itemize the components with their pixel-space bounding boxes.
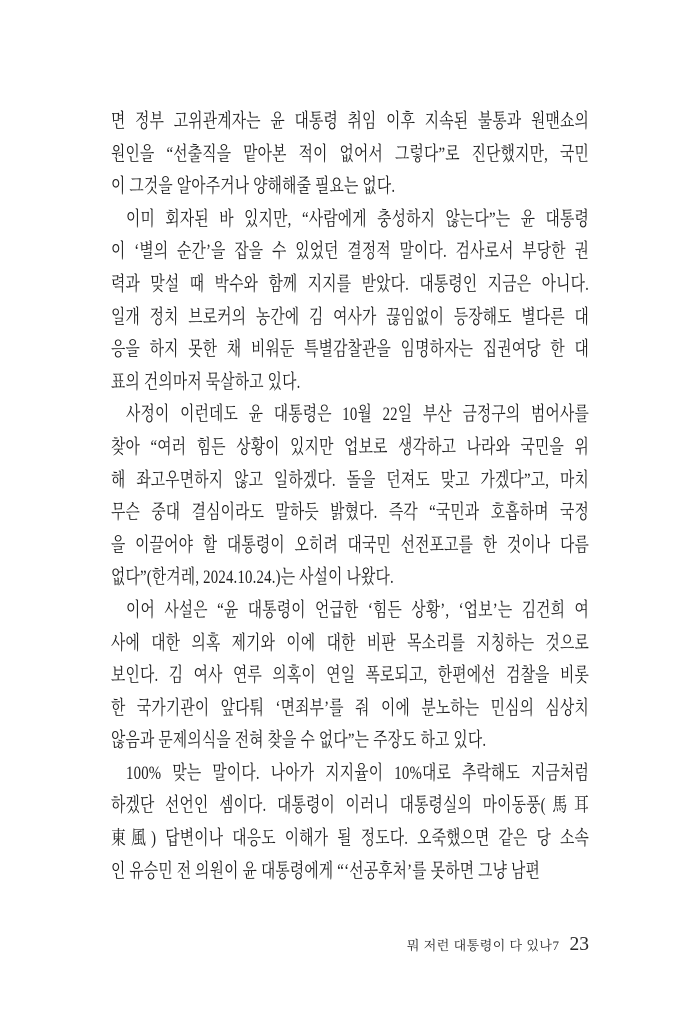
- page-number: 23: [569, 934, 589, 955]
- text-line: 않음과 문제의식을 전혀 찾을 수 없다”는 주장도 하고 있다.: [111, 730, 487, 752]
- text-line: 보인다. 김 여사 연루 의혹이 연일 폭로되고, 한편에선 검찰을 비롯: [111, 665, 589, 687]
- text-line: 사에 대한 의혹 제기와 이에 대한 비판 목소리를 지칭하는 것으로: [111, 633, 589, 654]
- text-line: 이 ‘별의 순간’을 잡을 수 있었던 결정적 말이다. 검사로서 부당한 권: [111, 241, 589, 263]
- text-line: 을 이끌어야 할 대통령이 오히려 대국민 선전포고를 한 것이나 다름: [111, 535, 589, 557]
- text-line: 응을 하지 못한 채 비워둔 특별감찰관을 임명하자는 집권여당 한 대: [111, 339, 589, 361]
- paragraph: [111, 204, 589, 400]
- text-line: 이어 사설은 “윤 대통령이 언급한 ‘힘든 상황’, ‘업보’는 김건희 여: [126, 600, 589, 622]
- text-line: 인 유승민 전 의원이 윤 대통령에게 “‘선공후처’를 못하면 그냥 남편: [111, 861, 540, 882]
- text-line: 사정이 이런데도 윤 대통령은 10월 22일 부산 금정구의 범어사를: [126, 404, 589, 426]
- text-line: 한 국가기관이 앞다퉈 ‘면죄부’를 줘 이에 분노하는 민심의 심상치: [111, 698, 589, 719]
- text-line: 일개 정치 브로커의 농간에 김 여사가 끊임없이 등장해도 별다른 대: [111, 307, 589, 328]
- paragraph: [111, 106, 589, 204]
- text-line: 무슨 중대 결심이라도 말하듯 밝혔다. 즉각 “국민과 호흡하며 국정: [111, 502, 589, 524]
- text-line: 이미 회자된 바 있지만, “사람에게 충성하지 않는다”는 윤 대통령: [126, 209, 589, 231]
- text-line: 면 정부 고위관계자는 윤 대통령 취임 이후 지속된 불통과 원맨쇼의: [111, 111, 589, 133]
- text-line: 하겠단 선언인 셈이다. 대통령이 이러니 대통령실의 마이동풍(馬耳: [111, 795, 589, 817]
- text-line: 100% 맞는 말이다. 나아가 지지율이 10%대로 추락해도 지금처럼: [126, 763, 589, 785]
- text-line: 찾아 “여러 힘든 상황이 있지만 업보로 생각하고 나라와 국민을 위: [111, 437, 589, 459]
- text-line: 원인을 “선출직을 맡아본 적이 없어서 그렇다”로 진단했지만, 국민: [111, 144, 589, 165]
- text-line: 해 좌고우면하지 않고 일하겠다. 돌을 던져도 맞고 가겠다”고, 마치: [111, 470, 589, 491]
- paragraph: [111, 758, 589, 888]
- paragraph: [111, 399, 589, 595]
- text-line: 표의 건의마저 묵살하고 있다.: [111, 372, 301, 394]
- text-line: 력과 맞설 때 박수와 함께 지지를 받았다. 대통령인 지금은 아니다.: [111, 274, 589, 296]
- paragraph: [111, 595, 589, 758]
- text-line: 없다”(한겨레, 2024.10.24.)는 사설이 나왔다.: [111, 567, 394, 589]
- running-head: 뭐 저런 대통령이 다 있나7: [406, 938, 560, 953]
- text-line: 이 그것을 알아주거나 양해해줄 필요는 없다.: [111, 176, 396, 198]
- page-footer: [407, 934, 589, 956]
- body-text: [111, 106, 589, 888]
- text-line: 東風) 답변이나 대응도 이해가 될 정도다. 오죽했으면 같은 당 소속: [111, 828, 589, 850]
